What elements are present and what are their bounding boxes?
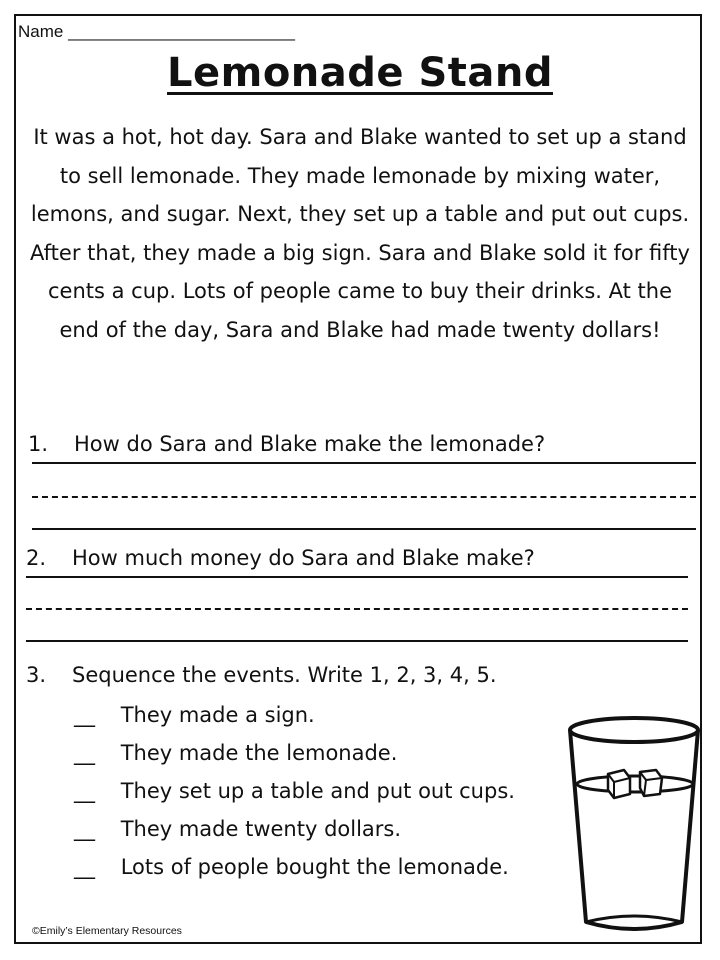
answer-dashed-line-2 — [26, 608, 688, 610]
reading-passage: It was a hot, hot day. Sara and Blake wanted to set up a stand to sell lemonade. They made lemonade by mixing water, lemons, and sugar. Next, they set up a table and put out cups. After that, they made a big sign. Sara and Blake sold it for fifty cents a cup. Lots of people came to buy their drinks. At the end of the day, Sara and Blake had made twenty dollars! — [30, 125, 690, 342]
name-label: Name — [18, 22, 64, 41]
answer-line-2b — [26, 640, 688, 642]
sequence-blank: __ — [74, 703, 95, 727]
sequence-blank: __ — [74, 817, 95, 841]
sequence-item — [74, 779, 515, 803]
sequence-item-text: They made a sign. — [120, 703, 315, 727]
question-1-text: How do Sara and Blake make the lemonade? — [74, 432, 546, 456]
question-2-number: 2. — [26, 546, 47, 570]
answer-line-2a — [26, 576, 688, 578]
sequence-blank: __ — [74, 779, 95, 803]
sequence-item-text: They made twenty dollars. — [120, 817, 402, 841]
ice-cube-icon — [608, 770, 630, 798]
answer-dashed-line-1 — [32, 496, 696, 498]
name-blank: ________________________ — [68, 22, 296, 41]
question-3-number: 3. — [26, 663, 47, 687]
question-2-text: How much money do Sara and Blake make? — [72, 546, 535, 570]
sequence-blank: __ — [74, 855, 95, 879]
lemonade-glass-icon — [564, 712, 704, 938]
sequence-item-text: They made the lemonade. — [120, 741, 398, 765]
sequence-item-text: They set up a table and put out cups. — [120, 779, 515, 803]
question-1 — [28, 432, 545, 456]
answer-line-1b — [32, 528, 696, 530]
name-row — [18, 22, 295, 42]
question-3-text: Sequence the events. Write 1, 2, 3, 4, 5. — [72, 663, 497, 687]
ice-cube-icon — [640, 770, 662, 796]
copyright-footer: ©Emily’s Elementary Resources — [32, 925, 182, 937]
question-2 — [26, 546, 535, 570]
answer-line-1a — [32, 462, 696, 464]
sequence-item — [74, 855, 509, 879]
sequence-item — [74, 741, 397, 765]
question-3 — [26, 663, 497, 687]
sequence-item — [74, 817, 401, 841]
question-1-number: 1. — [28, 432, 49, 456]
page-title: Lemonade Stand — [167, 50, 553, 96]
sequence-item-text: Lots of people bought the lemonade. — [120, 855, 509, 879]
sequence-item — [74, 703, 315, 727]
sequence-blank: __ — [74, 741, 95, 765]
